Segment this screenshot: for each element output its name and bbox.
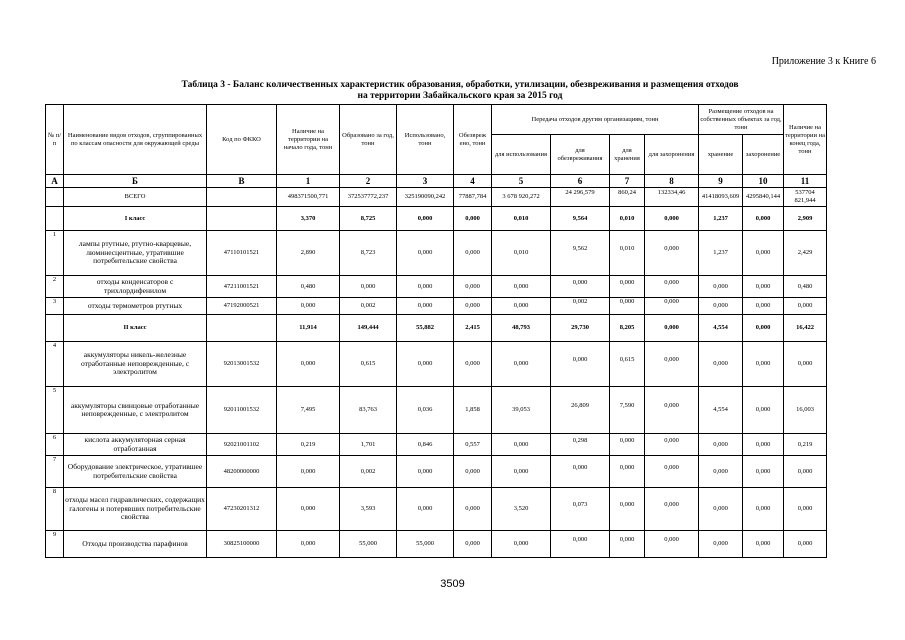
row-cell: 0,000 xyxy=(699,342,743,387)
row-cell: 0,000 xyxy=(743,434,784,456)
row-cell: 0,000 xyxy=(743,231,784,276)
row-cell: 0,000 xyxy=(645,430,699,452)
row-cell: 0,000 xyxy=(277,342,340,387)
total-label: ВСЕГО xyxy=(64,188,207,207)
class-cell: 2,415 xyxy=(454,315,492,342)
row-cell: 0,000 xyxy=(784,456,827,488)
row-cell: 1,701 xyxy=(340,434,397,456)
header-end: Наличие на территории на конец года, тонн xyxy=(784,105,827,175)
class-cell: 0,010 xyxy=(610,207,645,231)
row-cell: 0,000 xyxy=(454,276,492,298)
row-cell: 83,763 xyxy=(340,387,397,434)
header-num: № п/п xyxy=(46,105,64,175)
row-cell: 0,298 xyxy=(551,430,610,452)
header-used: Использовано, тонн xyxy=(397,105,454,175)
total-cell: 132334,46 xyxy=(645,184,699,203)
row-cell: 0,000 xyxy=(492,342,551,387)
row-cell: 0,000 xyxy=(277,298,340,315)
column-letter: 7 xyxy=(610,175,645,188)
row-cell: 0,000 xyxy=(743,342,784,387)
class-cell: 1,237 xyxy=(699,207,743,231)
row-cell: 0,219 xyxy=(277,434,340,456)
class-label: I класс xyxy=(64,207,207,231)
row-cell: 0,000 xyxy=(743,488,784,531)
row-cell: 1,237 xyxy=(699,231,743,276)
table-title-line-2: на территории Забайкальского края за 2015 год xyxy=(357,91,563,101)
table-row xyxy=(46,456,827,488)
table-row xyxy=(46,387,827,434)
row-cell: 0,002 xyxy=(551,294,610,311)
row-code: 48200000000 xyxy=(207,456,277,488)
total-cell: 77887,784 xyxy=(454,188,492,207)
row-name: кислота аккумуляторная серная отработанная xyxy=(64,434,207,456)
row-code: 92011001532 xyxy=(207,387,277,434)
row-cell: 0,000 xyxy=(743,298,784,315)
class-cell: 55,882 xyxy=(397,315,454,342)
table-title xyxy=(60,80,860,102)
row-cell: 0,000 xyxy=(492,456,551,488)
column-letter: 8 xyxy=(645,175,699,188)
class-cell: 8,205 xyxy=(610,315,645,342)
table-row xyxy=(46,531,827,558)
class-cell: 2,909 xyxy=(784,207,827,231)
row-cell: 0,000 xyxy=(551,527,610,554)
row-cell: 0,000 xyxy=(610,294,645,311)
column-letter: 6 xyxy=(551,175,610,188)
row-num: 6 xyxy=(46,434,64,456)
row-cell: 0,000 xyxy=(645,338,699,383)
row-cell: 0,000 xyxy=(340,276,397,298)
row-cell: 3,593 xyxy=(340,488,397,531)
total-cell: 41418093,609 xyxy=(699,188,743,207)
row-cell: 0,000 xyxy=(699,434,743,456)
row-cell: 0,000 xyxy=(551,452,610,484)
column-letter: В xyxy=(207,175,277,188)
row-cell: 55,000 xyxy=(340,531,397,558)
total-cell: 3 678 920,272 xyxy=(492,188,551,207)
row-cell: 0,000 xyxy=(551,338,610,383)
row-cell: 0,000 xyxy=(454,298,492,315)
row-code: 47110101521 xyxy=(207,231,277,276)
row-name: лампы ртутные, ртутно-кварцевые, люминесцентные, утратившие потребительские свойства xyxy=(64,231,207,276)
row-cell: 0,615 xyxy=(610,338,645,383)
header-transfer-group: Передача отходов другим организациям, тонн xyxy=(492,105,699,135)
total-cell: 325190090,242 xyxy=(397,188,454,207)
header-place-bury: захоронение xyxy=(743,135,784,175)
column-letter: 1 xyxy=(277,175,340,188)
class-row xyxy=(46,315,827,342)
row-cell: 0,000 xyxy=(454,456,492,488)
row-code: 30825100000 xyxy=(207,531,277,558)
column-letters-row xyxy=(46,175,827,188)
class-cell: 0,000 xyxy=(397,207,454,231)
row-cell: 0,000 xyxy=(743,531,784,558)
total-cell: 860,24 xyxy=(610,184,645,203)
row-name: Отходы производства парафинов xyxy=(64,531,207,558)
row-cell: 0,000 xyxy=(397,342,454,387)
row-cell: 0,000 xyxy=(699,488,743,531)
header-fkko: Код по ФККО xyxy=(207,105,277,175)
row-cell: 1,858 xyxy=(454,387,492,434)
row-num: 9 xyxy=(46,531,64,558)
row-cell: 0,000 xyxy=(699,456,743,488)
balance-table xyxy=(45,104,827,558)
column-letter: 5 xyxy=(492,175,551,188)
class-cell: 0,000 xyxy=(743,207,784,231)
row-cell: 0,000 xyxy=(743,387,784,434)
row-cell: 0,002 xyxy=(340,456,397,488)
row-cell: 4,554 xyxy=(699,387,743,434)
class-cell: 3,370 xyxy=(277,207,340,231)
row-cell: 0,000 xyxy=(784,298,827,315)
class-label: II класс xyxy=(64,315,207,342)
column-letter: Б xyxy=(64,175,207,188)
row-cell: 0,000 xyxy=(645,294,699,311)
column-letter: 10 xyxy=(743,175,784,188)
row-cell: 0,000 xyxy=(784,488,827,531)
row-cell: 0,000 xyxy=(645,452,699,484)
row-cell: 0,010 xyxy=(610,227,645,272)
row-cell: 0,000 xyxy=(610,272,645,294)
total-num xyxy=(46,188,64,207)
row-num: 2 xyxy=(46,276,64,298)
row-name: отходы масел гидравлических, содержащих галогены и потерявших потребительские свойства xyxy=(64,488,207,531)
row-cell: 0,000 xyxy=(645,484,699,527)
row-cell: 0,010 xyxy=(492,231,551,276)
total-row xyxy=(46,188,827,207)
row-cell: 0,000 xyxy=(743,456,784,488)
row-cell: 3,520 xyxy=(492,488,551,531)
row-num: 7 xyxy=(46,456,64,488)
row-cell: 0,000 xyxy=(784,342,827,387)
row-cell: 7,495 xyxy=(277,387,340,434)
row-cell: 26,809 xyxy=(551,383,610,430)
column-letter: 9 xyxy=(699,175,743,188)
row-cell: 2,429 xyxy=(784,231,827,276)
class-cell: 16,422 xyxy=(784,315,827,342)
row-name: аккумуляторы свинцовые отработанные неповрежденные, с электролитом xyxy=(64,387,207,434)
row-cell: 0,000 xyxy=(397,298,454,315)
row-cell: 0,000 xyxy=(454,231,492,276)
header-transfer-neutral: для обезвреживания xyxy=(551,135,610,175)
row-code: 47211001521 xyxy=(207,276,277,298)
row-cell: 0,000 xyxy=(397,456,454,488)
row-code: 92021001102 xyxy=(207,434,277,456)
class-cell: 0,000 xyxy=(743,315,784,342)
row-cell: 0,000 xyxy=(492,434,551,456)
header-start: Наличие на территории на начало года, тонн xyxy=(277,105,340,175)
row-cell: 0,000 xyxy=(699,531,743,558)
row-cell: 0,000 xyxy=(397,276,454,298)
row-cell: 0,000 xyxy=(610,484,645,527)
row-cell: 0,000 xyxy=(610,430,645,452)
class-num xyxy=(46,207,64,231)
row-cell: 0,000 xyxy=(492,531,551,558)
row-num: 1 xyxy=(46,231,64,276)
row-cell: 0,480 xyxy=(784,276,827,298)
total-cell: 24 296,579 xyxy=(551,184,610,203)
row-cell: 9,562 xyxy=(551,227,610,272)
row-cell: 0,557 xyxy=(454,434,492,456)
row-cell: 0,000 xyxy=(397,488,454,531)
table-row xyxy=(46,231,827,276)
row-name: отходы конденсаторов с трихлордифенилом xyxy=(64,276,207,298)
table-row xyxy=(46,342,827,387)
row-cell: 0,000 xyxy=(699,298,743,315)
row-name: отходы термометров ртутных xyxy=(64,298,207,315)
class-cell: 0,010 xyxy=(492,207,551,231)
header-place-store: хранение xyxy=(699,135,743,175)
header-name: Наименование видов отходов, сгруппированных по классам опасности для окружающей среды xyxy=(64,105,207,175)
row-cell: 16,003 xyxy=(784,387,827,434)
row-cell: 0,000 xyxy=(784,531,827,558)
row-cell: 0,000 xyxy=(645,227,699,272)
header-transfer-store: для хранения xyxy=(610,135,645,175)
row-cell: 0,846 xyxy=(397,434,454,456)
row-cell: 0,000 xyxy=(397,231,454,276)
row-name: Оборудование электрическое, утратившее потребительские свойства xyxy=(64,456,207,488)
column-letter: А xyxy=(46,175,64,188)
row-cell: 0,000 xyxy=(492,298,551,315)
column-letter: 4 xyxy=(454,175,492,188)
total-cell xyxy=(207,188,277,207)
row-cell: 0,480 xyxy=(277,276,340,298)
class-cell: 9,564 xyxy=(551,207,610,231)
header-transfer-bury: для захоронения xyxy=(645,135,699,175)
row-name: аккумуляторы никель-железные отработанные неповрежденные, с электролитом xyxy=(64,342,207,387)
row-code: 47192000521 xyxy=(207,298,277,315)
row-cell: 8,723 xyxy=(340,231,397,276)
table-row xyxy=(46,298,827,315)
class-cell: 149,444 xyxy=(340,315,397,342)
class-cell: 0,000 xyxy=(645,207,699,231)
row-cell: 0,000 xyxy=(277,456,340,488)
total-cell: 498371500,771 xyxy=(277,188,340,207)
row-num: 3 xyxy=(46,298,64,315)
row-cell: 0,615 xyxy=(340,342,397,387)
row-cell: 55,000 xyxy=(397,531,454,558)
row-cell: 0,000 xyxy=(277,531,340,558)
header-transfer-use: для использования xyxy=(492,135,551,175)
table-title-line-1: Таблица 3 - Баланс количественных характеристик образования, обработки, утилизации, обезвреживания и размещения отходов xyxy=(181,80,739,90)
total-cell: 4295840,144 xyxy=(743,188,784,207)
class-cell: 48,793 xyxy=(492,315,551,342)
row-cell: 0,000 xyxy=(645,272,699,294)
row-cell: 0,000 xyxy=(454,342,492,387)
class-cell: 29,730 xyxy=(551,315,610,342)
row-cell: 2,890 xyxy=(277,231,340,276)
class-cell: 4,554 xyxy=(699,315,743,342)
header-placement-group: Размещение отходов на собственных объектах за год, тонн xyxy=(699,105,784,135)
row-cell: 0,000 xyxy=(743,276,784,298)
row-cell: 0,000 xyxy=(551,272,610,294)
column-letter: 2 xyxy=(340,175,397,188)
row-cell: 0,000 xyxy=(277,488,340,531)
row-cell: 0,000 xyxy=(645,383,699,430)
row-cell: 0,036 xyxy=(397,387,454,434)
row-cell: 39,053 xyxy=(492,387,551,434)
class-cell: 0,000 xyxy=(645,315,699,342)
appendix-label: Приложение 3 к Книге 6 xyxy=(771,56,876,67)
column-letter: 3 xyxy=(397,175,454,188)
table-row xyxy=(46,276,827,298)
column-letter: 11 xyxy=(784,175,827,188)
class-cell: 11,914 xyxy=(277,315,340,342)
page-number: 3509 xyxy=(440,578,465,590)
row-cell: 0,000 xyxy=(699,276,743,298)
header-neutralized: Обезвреж ено, тонн xyxy=(454,105,492,175)
row-num: 4 xyxy=(46,342,64,387)
class-code xyxy=(207,207,277,231)
row-cell: 7,590 xyxy=(610,383,645,430)
row-cell: 0,000 xyxy=(454,531,492,558)
row-code: 47230201312 xyxy=(207,488,277,531)
row-cell: 0,000 xyxy=(454,488,492,531)
row-num: 5 xyxy=(46,387,64,434)
row-cell: 0,000 xyxy=(610,527,645,554)
class-cell: 8,725 xyxy=(340,207,397,231)
total-cell: 537704 821,944 xyxy=(784,188,827,207)
row-cell: 0,219 xyxy=(784,434,827,456)
header-formed: Образовано за год, тонн xyxy=(340,105,397,175)
class-row xyxy=(46,207,827,231)
row-num: 8 xyxy=(46,488,64,531)
row-cell: 0,002 xyxy=(340,298,397,315)
class-num xyxy=(46,315,64,342)
table-row xyxy=(46,488,827,531)
class-cell: 0,000 xyxy=(454,207,492,231)
row-cell: 0,000 xyxy=(645,527,699,554)
class-code xyxy=(207,315,277,342)
table-row xyxy=(46,434,827,456)
row-code: 92013001532 xyxy=(207,342,277,387)
row-cell: 0,000 xyxy=(492,276,551,298)
row-cell: 0,000 xyxy=(610,452,645,484)
total-cell: 372537772,237 xyxy=(340,188,397,207)
row-cell: 0,073 xyxy=(551,484,610,527)
